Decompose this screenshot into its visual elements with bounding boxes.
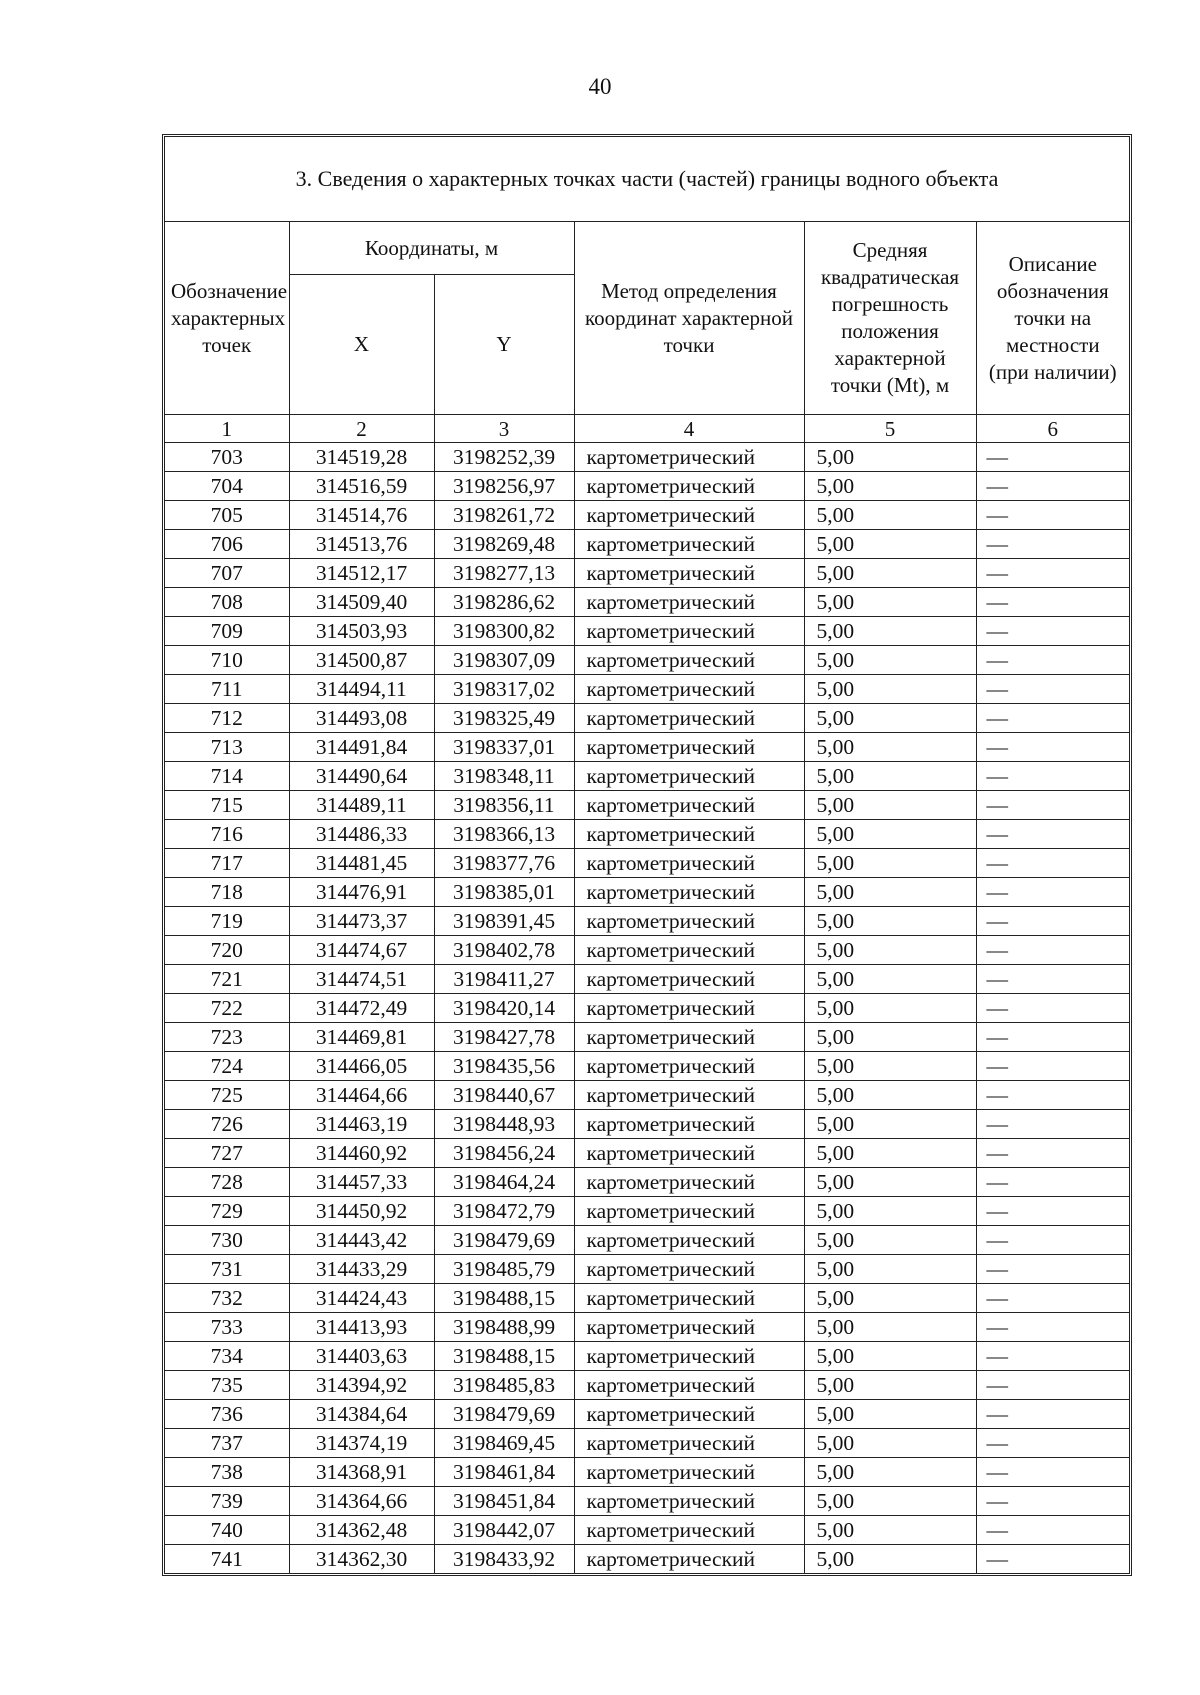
point-id-cell: 703 (165, 443, 289, 472)
method-cell: картометрический (574, 936, 804, 965)
column-number: 6 (976, 415, 1129, 443)
description-cell: — (976, 1429, 1129, 1458)
table-row (165, 1400, 1129, 1429)
x-coordinate-cell: 314516,59 (289, 472, 434, 501)
y-coordinate-cell: 3198377,76 (434, 849, 574, 878)
y-coordinate-cell: 3198300,82 (434, 617, 574, 646)
x-coordinate-cell: 314476,91 (289, 878, 434, 907)
table-row (165, 1110, 1129, 1139)
description-cell: — (976, 646, 1129, 675)
table-row (165, 1023, 1129, 1052)
points-table (165, 222, 1129, 1573)
error-cell: 5,00 (804, 1168, 976, 1197)
point-id-cell: 717 (165, 849, 289, 878)
point-id-cell: 733 (165, 1313, 289, 1342)
y-coordinate-cell: 3198451,84 (434, 1487, 574, 1516)
table-row (165, 1255, 1129, 1284)
method-cell: картометрический (574, 791, 804, 820)
method-cell: картометрический (574, 1400, 804, 1429)
point-id-cell: 735 (165, 1371, 289, 1400)
error-cell: 5,00 (804, 1226, 976, 1255)
x-coordinate-cell: 314466,05 (289, 1052, 434, 1081)
point-id-cell: 724 (165, 1052, 289, 1081)
table-row (165, 1168, 1129, 1197)
method-cell: картометрический (574, 559, 804, 588)
x-coordinate-cell: 314473,37 (289, 907, 434, 936)
error-cell: 5,00 (804, 1429, 976, 1458)
description-cell: — (976, 994, 1129, 1023)
error-cell: 5,00 (804, 762, 976, 791)
x-coordinate-cell: 314443,42 (289, 1226, 434, 1255)
x-coordinate-cell: 314491,84 (289, 733, 434, 762)
point-id-cell: 725 (165, 1081, 289, 1110)
description-cell: — (976, 1023, 1129, 1052)
description-cell: — (976, 704, 1129, 733)
point-id-cell: 739 (165, 1487, 289, 1516)
table-row (165, 1284, 1129, 1313)
point-id-cell: 723 (165, 1023, 289, 1052)
table-row (165, 1487, 1129, 1516)
method-cell: картометрический (574, 1516, 804, 1545)
point-id-cell: 709 (165, 617, 289, 646)
y-coordinate-cell: 3198269,48 (434, 530, 574, 559)
point-id-cell: 738 (165, 1458, 289, 1487)
table-row (165, 1139, 1129, 1168)
x-coordinate-cell: 314424,43 (289, 1284, 434, 1313)
table-title: 3. Сведения о характерных точках части (частей) границы водного объекта (165, 137, 1129, 222)
description-cell: — (976, 849, 1129, 878)
column-number: 1 (165, 415, 289, 443)
point-id-cell: 718 (165, 878, 289, 907)
table-row (165, 907, 1129, 936)
column-number: 5 (804, 415, 976, 443)
table-row (165, 1313, 1129, 1342)
x-coordinate-cell: 314413,93 (289, 1313, 434, 1342)
description-cell: — (976, 1371, 1129, 1400)
description-cell: — (976, 1226, 1129, 1255)
header-y: Y (434, 275, 574, 415)
y-coordinate-cell: 3198479,69 (434, 1400, 574, 1429)
method-cell: картометрический (574, 1429, 804, 1458)
header-x: X (289, 275, 434, 415)
table-row (165, 762, 1129, 791)
x-coordinate-cell: 314463,19 (289, 1110, 434, 1139)
description-cell: — (976, 733, 1129, 762)
x-coordinate-cell: 314509,40 (289, 588, 434, 617)
description-cell: — (976, 791, 1129, 820)
table-row (165, 1429, 1129, 1458)
method-cell: картометрический (574, 1023, 804, 1052)
y-coordinate-cell: 3198256,97 (434, 472, 574, 501)
column-number: 4 (574, 415, 804, 443)
point-id-cell: 730 (165, 1226, 289, 1255)
point-id-cell: 741 (165, 1545, 289, 1574)
x-coordinate-cell: 314469,81 (289, 1023, 434, 1052)
method-cell: картометрический (574, 907, 804, 936)
x-coordinate-cell: 314493,08 (289, 704, 434, 733)
error-cell: 5,00 (804, 1139, 976, 1168)
method-cell: картометрический (574, 530, 804, 559)
method-cell: картометрический (574, 501, 804, 530)
y-coordinate-cell: 3198461,84 (434, 1458, 574, 1487)
x-coordinate-cell: 314474,67 (289, 936, 434, 965)
error-cell: 5,00 (804, 1487, 976, 1516)
error-cell: 5,00 (804, 501, 976, 530)
error-cell: 5,00 (804, 791, 976, 820)
error-cell: 5,00 (804, 472, 976, 501)
table-row (165, 1458, 1129, 1487)
y-coordinate-cell: 3198420,14 (434, 994, 574, 1023)
point-id-cell: 736 (165, 1400, 289, 1429)
method-cell: картометрический (574, 849, 804, 878)
table-row (165, 1516, 1129, 1545)
description-cell: — (976, 501, 1129, 530)
table-row (165, 1197, 1129, 1226)
y-coordinate-cell: 3198277,13 (434, 559, 574, 588)
error-cell: 5,00 (804, 1371, 976, 1400)
method-cell: картометрический (574, 1487, 804, 1516)
y-coordinate-cell: 3198440,67 (434, 1081, 574, 1110)
method-cell: картометрический (574, 646, 804, 675)
description-cell: — (976, 1487, 1129, 1516)
x-coordinate-cell: 314464,66 (289, 1081, 434, 1110)
error-cell: 5,00 (804, 1052, 976, 1081)
error-cell: 5,00 (804, 443, 976, 472)
y-coordinate-cell: 3198348,11 (434, 762, 574, 791)
description-cell: — (976, 1052, 1129, 1081)
method-cell: картометрический (574, 994, 804, 1023)
x-coordinate-cell: 314500,87 (289, 646, 434, 675)
table-row (165, 820, 1129, 849)
error-cell: 5,00 (804, 907, 976, 936)
x-coordinate-cell: 314490,64 (289, 762, 434, 791)
x-coordinate-cell: 314513,76 (289, 530, 434, 559)
table-row (165, 936, 1129, 965)
point-id-cell: 706 (165, 530, 289, 559)
error-cell: 5,00 (804, 1313, 976, 1342)
point-id-cell: 737 (165, 1429, 289, 1458)
points-table-frame (162, 134, 1132, 1576)
y-coordinate-cell: 3198325,49 (434, 704, 574, 733)
table-row (165, 849, 1129, 878)
x-coordinate-cell: 314364,66 (289, 1487, 434, 1516)
method-cell: картометрический (574, 1197, 804, 1226)
x-coordinate-cell: 314514,76 (289, 501, 434, 530)
description-cell: — (976, 1168, 1129, 1197)
table-row (165, 994, 1129, 1023)
table-row (165, 646, 1129, 675)
description-cell: — (976, 1284, 1129, 1313)
point-id-cell: 728 (165, 1168, 289, 1197)
x-coordinate-cell: 314460,92 (289, 1139, 434, 1168)
description-cell: — (976, 936, 1129, 965)
error-cell: 5,00 (804, 965, 976, 994)
description-cell: — (976, 1197, 1129, 1226)
point-id-cell: 714 (165, 762, 289, 791)
method-cell: картометрический (574, 443, 804, 472)
method-cell: картометрический (574, 1168, 804, 1197)
point-id-cell: 731 (165, 1255, 289, 1284)
y-coordinate-cell: 3198485,83 (434, 1371, 574, 1400)
table-row (165, 501, 1129, 530)
table-row (165, 443, 1129, 472)
y-coordinate-cell: 3198402,78 (434, 936, 574, 965)
x-coordinate-cell: 314362,48 (289, 1516, 434, 1545)
table-row (165, 1081, 1129, 1110)
x-coordinate-cell: 314472,49 (289, 994, 434, 1023)
page-number: 40 (588, 74, 612, 99)
x-coordinate-cell: 314481,45 (289, 849, 434, 878)
x-coordinate-cell: 314474,51 (289, 965, 434, 994)
table-row (165, 878, 1129, 907)
error-cell: 5,00 (804, 1081, 976, 1110)
description-cell: — (976, 907, 1129, 936)
point-id-cell: 734 (165, 1342, 289, 1371)
method-cell: картометрический (574, 472, 804, 501)
point-id-cell: 708 (165, 588, 289, 617)
method-cell: картометрический (574, 1052, 804, 1081)
header-error: Средняя квадратическая погрешность положения характерной точки (Mt), м (804, 222, 976, 415)
method-cell: картометрический (574, 762, 804, 791)
error-cell: 5,00 (804, 1458, 976, 1487)
description-cell: — (976, 1458, 1129, 1487)
x-coordinate-cell: 314433,29 (289, 1255, 434, 1284)
error-cell: 5,00 (804, 1197, 976, 1226)
description-cell: — (976, 617, 1129, 646)
description-cell: — (976, 1516, 1129, 1545)
method-cell: картометрический (574, 1371, 804, 1400)
point-id-cell: 710 (165, 646, 289, 675)
y-coordinate-cell: 3198485,79 (434, 1255, 574, 1284)
y-coordinate-cell: 3198411,27 (434, 965, 574, 994)
y-coordinate-cell: 3198261,72 (434, 501, 574, 530)
header-point-id: Обозначение характерных точек (165, 222, 289, 415)
x-coordinate-cell: 314494,11 (289, 675, 434, 704)
table-row (165, 791, 1129, 820)
method-cell: картометрический (574, 1313, 804, 1342)
y-coordinate-cell: 3198252,39 (434, 443, 574, 472)
point-id-cell: 704 (165, 472, 289, 501)
y-coordinate-cell: 3198356,11 (434, 791, 574, 820)
error-cell: 5,00 (804, 646, 976, 675)
header-coordinates (289, 222, 574, 275)
error-cell: 5,00 (804, 530, 976, 559)
description-cell: — (976, 1110, 1129, 1139)
method-cell: картометрический (574, 733, 804, 762)
table-row (165, 1052, 1129, 1081)
y-coordinate-cell: 3198464,24 (434, 1168, 574, 1197)
point-id-cell: 705 (165, 501, 289, 530)
table-row (165, 530, 1129, 559)
x-coordinate-cell: 314486,33 (289, 820, 434, 849)
description-cell: — (976, 1313, 1129, 1342)
y-coordinate-cell: 3198435,56 (434, 1052, 574, 1081)
column-number: 3 (434, 415, 574, 443)
method-cell: картометрический (574, 1110, 804, 1139)
error-cell: 5,00 (804, 1255, 976, 1284)
point-id-cell: 732 (165, 1284, 289, 1313)
error-cell: 5,00 (804, 1284, 976, 1313)
y-coordinate-cell: 3198469,45 (434, 1429, 574, 1458)
method-cell: картометрический (574, 1255, 804, 1284)
points-table-body (165, 443, 1129, 1574)
error-cell: 5,00 (804, 675, 976, 704)
table-row (165, 559, 1129, 588)
method-cell: картометрический (574, 704, 804, 733)
description-cell: — (976, 1545, 1129, 1574)
description-cell: — (976, 530, 1129, 559)
x-coordinate-cell: 314374,19 (289, 1429, 434, 1458)
x-coordinate-cell: 314362,30 (289, 1545, 434, 1574)
table-row (165, 704, 1129, 733)
error-cell: 5,00 (804, 704, 976, 733)
method-cell: картометрический (574, 1226, 804, 1255)
table-row (165, 1371, 1129, 1400)
x-coordinate-cell: 314519,28 (289, 443, 434, 472)
description-cell: — (976, 878, 1129, 907)
error-cell: 5,00 (804, 936, 976, 965)
error-cell: 5,00 (804, 1023, 976, 1052)
x-coordinate-cell: 314384,64 (289, 1400, 434, 1429)
table-row (165, 965, 1129, 994)
error-cell: 5,00 (804, 1342, 976, 1371)
x-coordinate-cell: 314489,11 (289, 791, 434, 820)
description-cell: — (976, 820, 1129, 849)
y-coordinate-cell: 3198448,93 (434, 1110, 574, 1139)
description-cell: — (976, 1139, 1129, 1168)
point-id-cell: 722 (165, 994, 289, 1023)
method-cell: картометрический (574, 588, 804, 617)
point-id-cell: 712 (165, 704, 289, 733)
y-coordinate-cell: 3198456,24 (434, 1139, 574, 1168)
table-row (165, 472, 1129, 501)
error-cell: 5,00 (804, 1400, 976, 1429)
header-description: Описание обозначения точки на местности (при наличии) (976, 222, 1129, 415)
point-id-cell: 713 (165, 733, 289, 762)
description-cell: — (976, 965, 1129, 994)
error-cell: 5,00 (804, 1516, 976, 1545)
header-method: Метод определения координат характерной точки (574, 222, 804, 415)
x-coordinate-cell: 314457,33 (289, 1168, 434, 1197)
description-cell: — (976, 762, 1129, 791)
description-cell: — (976, 1342, 1129, 1371)
method-cell: картометрический (574, 1081, 804, 1110)
point-id-cell: 711 (165, 675, 289, 704)
method-cell: картометрический (574, 617, 804, 646)
table-row (165, 1226, 1129, 1255)
description-cell: — (976, 1400, 1129, 1429)
method-cell: картометрический (574, 1342, 804, 1371)
y-coordinate-cell: 3198488,99 (434, 1313, 574, 1342)
error-cell: 5,00 (804, 1545, 976, 1574)
table-row (165, 617, 1129, 646)
y-coordinate-cell: 3198317,02 (434, 675, 574, 704)
description-cell: — (976, 443, 1129, 472)
method-cell: картометрический (574, 1139, 804, 1168)
method-cell: картометрический (574, 1284, 804, 1313)
point-id-cell: 740 (165, 1516, 289, 1545)
x-coordinate-cell: 314403,63 (289, 1342, 434, 1371)
error-cell: 5,00 (804, 994, 976, 1023)
table-row (165, 675, 1129, 704)
x-coordinate-cell: 314450,92 (289, 1197, 434, 1226)
description-cell: — (976, 559, 1129, 588)
x-coordinate-cell: 314512,17 (289, 559, 434, 588)
table-row (165, 1545, 1129, 1574)
description-cell: — (976, 1255, 1129, 1284)
description-cell: — (976, 1081, 1129, 1110)
y-coordinate-cell: 3198488,15 (434, 1284, 574, 1313)
y-coordinate-cell: 3198488,15 (434, 1342, 574, 1371)
table-row (165, 733, 1129, 762)
error-cell: 5,00 (804, 588, 976, 617)
column-numbers-row (165, 415, 1129, 443)
column-number: 2 (289, 415, 434, 443)
error-cell: 5,00 (804, 849, 976, 878)
y-coordinate-cell: 3198385,01 (434, 878, 574, 907)
point-id-cell: 716 (165, 820, 289, 849)
y-coordinate-cell: 3198307,09 (434, 646, 574, 675)
method-cell: картометрический (574, 965, 804, 994)
method-cell: картометрический (574, 878, 804, 907)
point-id-cell: 715 (165, 791, 289, 820)
y-coordinate-cell: 3198286,62 (434, 588, 574, 617)
y-coordinate-cell: 3198427,78 (434, 1023, 574, 1052)
point-id-cell: 726 (165, 1110, 289, 1139)
error-cell: 5,00 (804, 878, 976, 907)
description-cell: — (976, 588, 1129, 617)
table-row (165, 1342, 1129, 1371)
y-coordinate-cell: 3198442,07 (434, 1516, 574, 1545)
error-cell: 5,00 (804, 559, 976, 588)
y-coordinate-cell: 3198479,69 (434, 1226, 574, 1255)
point-id-cell: 721 (165, 965, 289, 994)
y-coordinate-cell: 3198337,01 (434, 733, 574, 762)
error-cell: 5,00 (804, 617, 976, 646)
description-cell: — (976, 675, 1129, 704)
x-coordinate-cell: 314394,92 (289, 1371, 434, 1400)
x-coordinate-cell: 314368,91 (289, 1458, 434, 1487)
header-coordinates-label: Координаты, м (364, 235, 499, 260)
error-cell: 5,00 (804, 733, 976, 762)
y-coordinate-cell: 3198366,13 (434, 820, 574, 849)
method-cell: картометрический (574, 1545, 804, 1574)
table-row (165, 588, 1129, 617)
method-cell: картометрический (574, 675, 804, 704)
point-id-cell: 729 (165, 1197, 289, 1226)
y-coordinate-cell: 3198391,45 (434, 907, 574, 936)
point-id-cell: 707 (165, 559, 289, 588)
y-coordinate-cell: 3198472,79 (434, 1197, 574, 1226)
point-id-cell: 719 (165, 907, 289, 936)
method-cell: картометрический (574, 1458, 804, 1487)
y-coordinate-cell: 3198433,92 (434, 1545, 574, 1574)
point-id-cell: 720 (165, 936, 289, 965)
description-cell: — (976, 472, 1129, 501)
x-coordinate-cell: 314503,93 (289, 617, 434, 646)
error-cell: 5,00 (804, 820, 976, 849)
error-cell: 5,00 (804, 1110, 976, 1139)
method-cell: картометрический (574, 820, 804, 849)
point-id-cell: 727 (165, 1139, 289, 1168)
